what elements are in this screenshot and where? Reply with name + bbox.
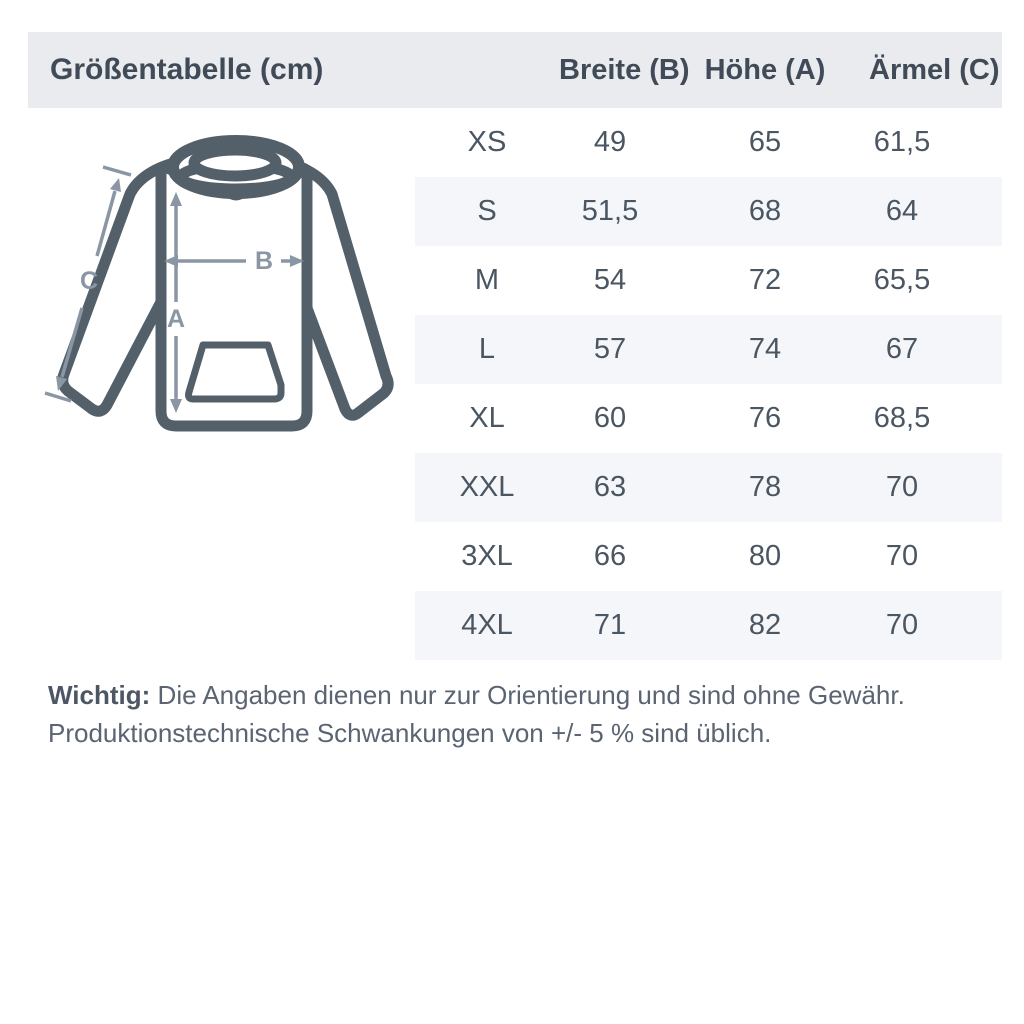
breite-cell: 66 (593, 540, 627, 572)
wichtig-label: Wichtig: (48, 680, 151, 710)
hoodie-svg (40, 128, 410, 458)
table-row-3xl (415, 522, 1002, 591)
size-cell: S (477, 195, 497, 227)
dimension-label-a: A (166, 305, 186, 333)
size-cell: XS (467, 126, 507, 158)
size-table (415, 108, 1002, 660)
table-row-l (415, 315, 1002, 384)
size-cell: 4XL (461, 609, 513, 641)
hoehe-cell: 82 (748, 609, 782, 641)
breite-cell: 54 (593, 264, 627, 296)
table-row-xxl (415, 453, 1002, 522)
dimension-label-b: B (254, 247, 274, 275)
hoehe-cell: 65 (748, 126, 782, 158)
breite-cell: 51,5 (581, 195, 639, 227)
hoodie-hood (173, 141, 299, 193)
hoehe-cell: 74 (748, 333, 782, 365)
hoehe-cell: 72 (748, 264, 782, 296)
column-header-breite: Breite (B) (559, 53, 690, 86)
aermel-cell: 70 (885, 540, 919, 572)
note-line-1-text: Die Angaben dienen nur zur Orientierung und sind ohne Gewähr. (150, 680, 905, 710)
size-cell: M (474, 264, 500, 296)
table-row-4xl (415, 591, 1002, 660)
column-header-aermel: Ärmel (C) (869, 53, 1000, 86)
hoehe-cell: 68 (748, 195, 782, 227)
aermel-cell: 64 (885, 195, 919, 227)
size-chart-title: Größentabelle (cm) (50, 53, 324, 86)
hoehe-cell: 80 (748, 540, 782, 572)
aermel-cell: 70 (885, 471, 919, 503)
note-line-2: Produktionstechnische Schwankungen von +/- 5 % sind üblich. (48, 718, 772, 748)
breite-cell: 49 (593, 126, 627, 158)
hoodie-diagram (40, 128, 410, 458)
disclaimer-note (48, 676, 968, 752)
table-row-s (415, 177, 1002, 246)
aermel-cell: 70 (885, 609, 919, 641)
table-row-xl (415, 384, 1002, 453)
breite-cell: 60 (593, 402, 627, 434)
table-row-xs (415, 108, 1002, 177)
size-cell: XXL (459, 471, 515, 503)
breite-cell: 57 (593, 333, 627, 365)
breite-cell: 71 (593, 609, 627, 641)
hoehe-cell: 78 (748, 471, 782, 503)
column-header-hoehe: Höhe (A) (704, 53, 826, 86)
breite-cell: 63 (593, 471, 627, 503)
aermel-cell: 65,5 (873, 264, 931, 296)
table-row-m (415, 246, 1002, 315)
hoehe-cell: 76 (748, 402, 782, 434)
dimension-label-c: C (79, 267, 99, 295)
hoodie-pocket (189, 345, 282, 399)
aermel-cell: 67 (885, 333, 919, 365)
size-chart-header (28, 32, 1002, 108)
size-cell: L (478, 333, 496, 365)
note-line-1 (48, 676, 968, 714)
aermel-cell: 61,5 (873, 126, 931, 158)
size-cell: 3XL (461, 540, 513, 572)
size-cell: XL (469, 402, 505, 434)
aermel-cell: 68,5 (873, 402, 931, 434)
